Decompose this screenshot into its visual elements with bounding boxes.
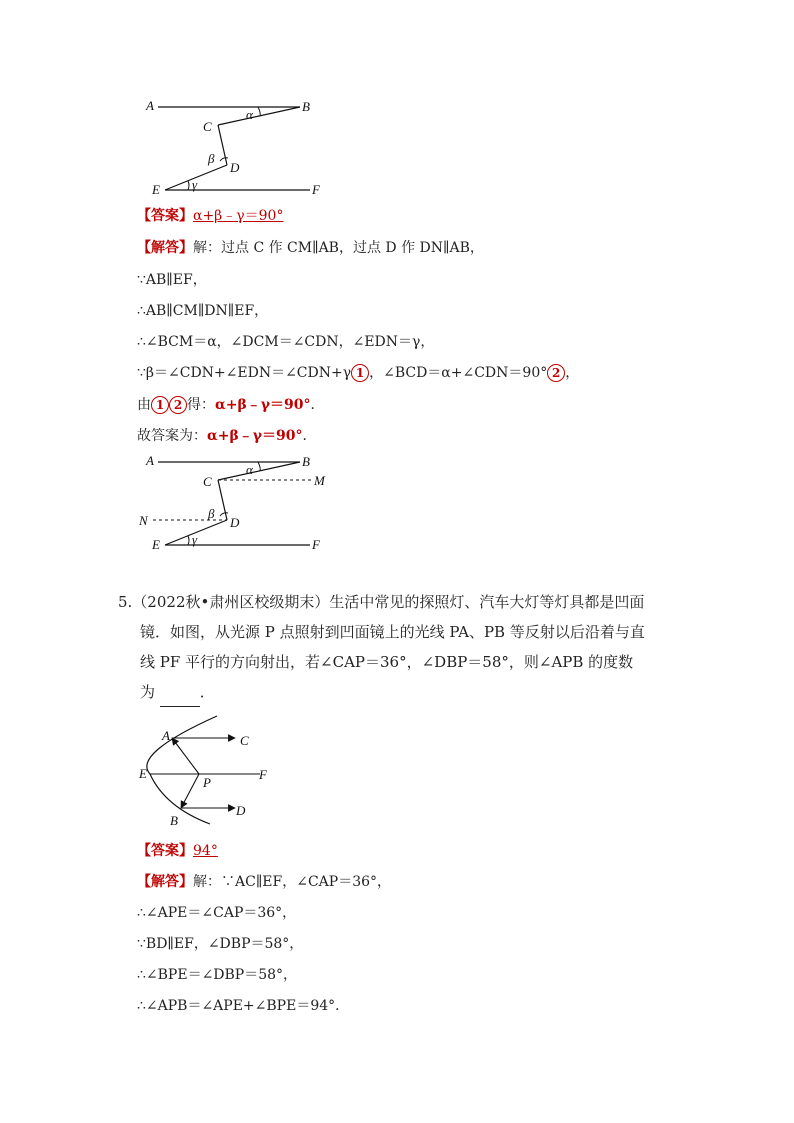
fig2-label-c: C [203,474,212,489]
fig1-label-gamma: γ [192,177,198,192]
q5-solution-line-1 [137,872,391,892]
q4-solution-line-2: ∵AB∥EF， [137,272,207,288]
figure-1-svg [140,95,340,200]
q4-line6-part-a: 由 [137,397,151,413]
q4-line5-part-a: ∵β＝∠CDN+∠EDN＝∠CDN+γ [137,365,352,381]
q4-line5-part-b: ，∠BCD＝α+∠CDN＝90° [369,365,548,381]
fig1-label-e: E [152,182,160,197]
q5-solution-line-2: ∴∠APE＝∠CAP＝36°， [137,905,297,921]
q4-line5-part-c: ， [565,365,580,381]
q4-line6-part-d: ． [310,397,325,413]
fig1-label-f: F [312,182,320,197]
fig3-label-e: E [139,766,147,781]
q4-solution-line-5 [137,363,579,383]
q5-text-line-4 [118,677,658,707]
fig1-label-d: D [230,160,240,175]
q5-question [118,587,658,707]
fig3-label-c: C [240,733,249,748]
q4-line6-result: α+β﹣γ＝90° [215,397,311,413]
figure-3 [135,712,285,832]
q5-answer: 94° [193,843,218,859]
fig3-label-a: A [162,728,170,743]
fig1-label-beta: β [208,151,215,166]
answer-blank [160,690,200,707]
q4-answer-line [137,206,283,226]
q5-text-4: 为 [140,683,156,701]
q4-solution-line-6 [137,395,325,415]
q5-text-line-2: 镜．如图，从光源 P 点照射到凹面镜上的光线 PA、PB 等反射以后沿着与直 [140,623,645,641]
figure-2-svg [135,450,340,555]
fig2-label-e: E [152,537,160,552]
fig1-label-alpha: α [246,107,253,122]
q4-solution-line-4: ∴∠BCM＝α，∠DCM＝∠CDN，∠EDN＝γ， [137,334,435,350]
fig3-label-d: D [236,803,246,818]
q5-text-4b: ． [199,683,215,701]
fig2-label-gamma: γ [192,532,198,547]
q4-answer-tag: 【答案】 [137,208,193,224]
q4-solution-line-7 [137,426,317,446]
q5-solution-line-5: ∴∠APB＝∠APE+∠BPE＝94°． [137,998,350,1014]
q4-answer: α+β﹣γ＝90° [193,208,284,224]
circle-2-icon: 2 [169,396,187,414]
circle-1-icon: 1 [151,396,169,414]
fig3-label-p: P [203,775,211,790]
q4-line7-part-c: ． [302,428,317,444]
q5-answer-line [137,841,218,861]
figure-1 [140,95,340,200]
q4-solution-text-1: 解：过点 C 作 CM∥AB，过点 D 作 DN∥AB， [193,240,484,256]
q5-answer-tag: 【答案】 [137,843,193,859]
q5-text-line-1: 5.（2022秋•肃州区校级期末）生活中常见的探照灯、汽车大灯等灯具都是凹面 [118,593,645,611]
q5-solution-text-1: 解：∵AC∥EF，∠CAP＝36°， [193,874,392,890]
q4-solution-line-3: ∴AB∥CM∥DN∥EF， [137,303,269,319]
fig3-label-b: B [170,813,178,828]
fig2-label-beta: β [208,506,215,521]
circle-2-icon: 2 [547,364,565,382]
q5-solution-line-4: ∴∠BPE＝∠DBP＝58°， [137,967,298,983]
q4-solution-tag: 【解答】 [137,240,193,256]
fig2-label-a: A [146,453,154,468]
fig1-label-c: C [203,119,212,134]
fig3-label-f: F [259,767,267,782]
q4-line7-result: α+β﹣γ＝90° [207,428,303,444]
fig2-label-n: N [139,513,148,528]
q4-line6-part-b: 得： [187,397,215,413]
q4-line7-part-a: 故答案为： [137,428,207,444]
fig2-label-m: M [314,473,325,488]
figure-3-svg [135,712,285,832]
q5-solution-tag: 【解答】 [137,874,193,890]
fig2-label-f: F [312,537,320,552]
figure-2 [135,450,340,555]
fig2-label-alpha: α [246,462,253,477]
q4-solution-line-1 [137,238,484,258]
q5-solution-line-3: ∵BD∥EF，∠DBP＝58°， [137,936,304,952]
circle-1-icon: 1 [351,364,369,382]
q5-text-line-3: 线 PF 平行的方向射出，若∠CAP＝36°，∠DBP＝58°，则∠APB 的度数 [140,653,634,671]
fig1-label-a: A [146,98,154,113]
fig2-label-b: B [302,454,310,469]
fig2-label-d: D [230,515,240,530]
fig1-label-b: B [302,99,310,114]
